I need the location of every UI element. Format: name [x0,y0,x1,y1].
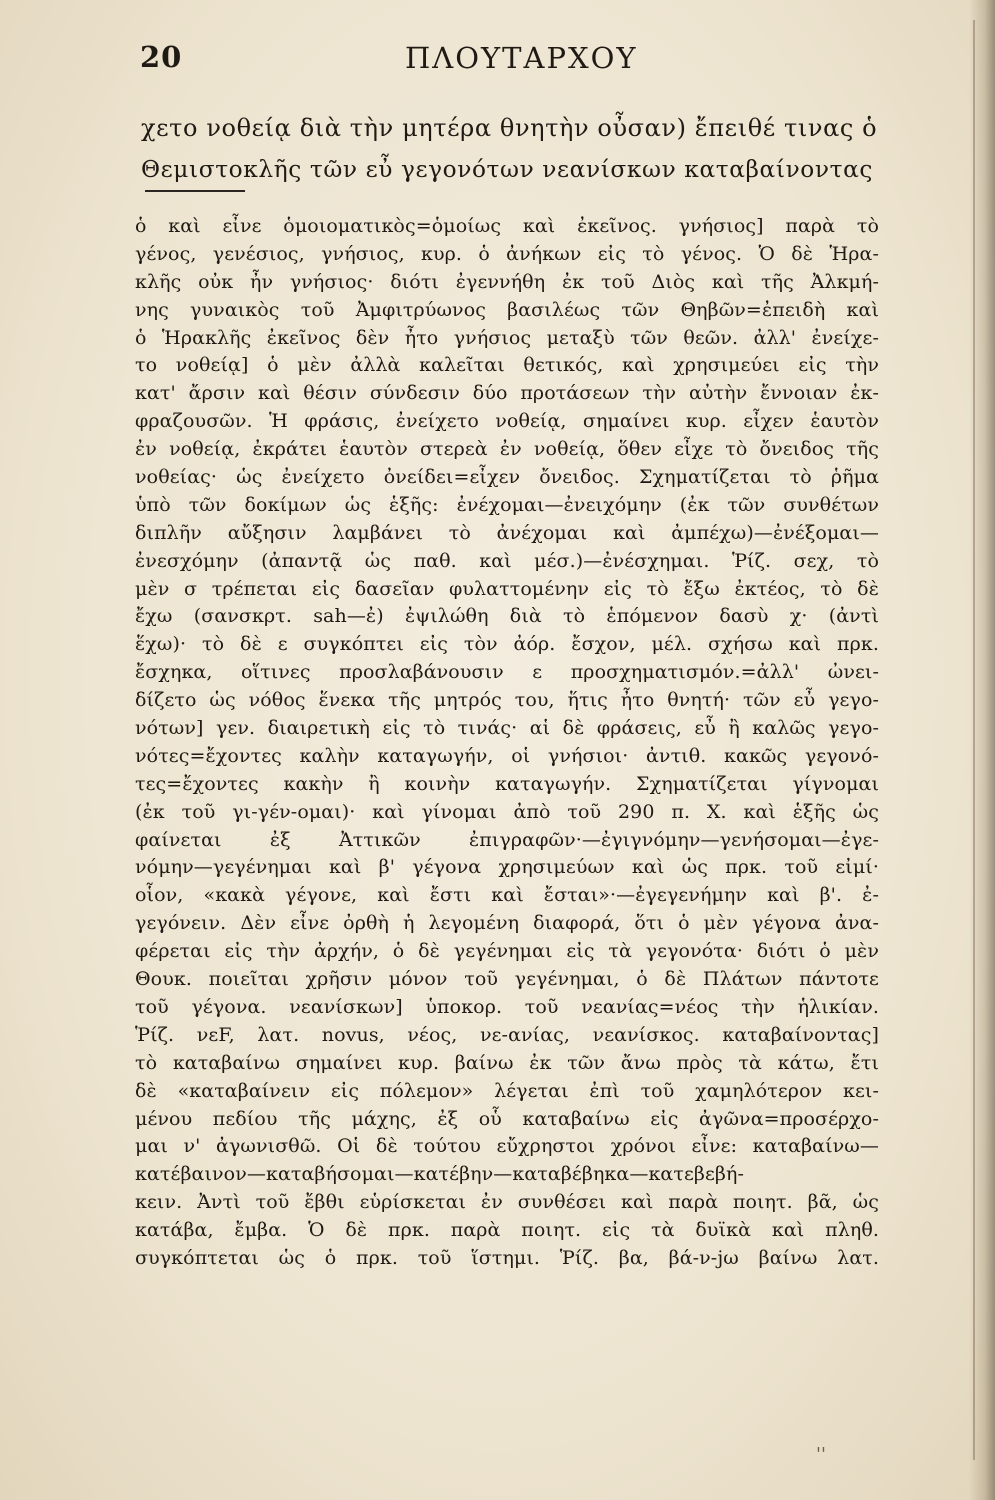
note-line: ἔσχηκα, οἵτινες προσλαβάνουσιν ε προσχηματισμόν.=ἀλλ' ὠνει- [135,661,879,684]
note-line: (ἐκ τοῦ γι-γέν-ομαι)· καὶ γίνομαι ἀπὸ τοῦ 290 π. Χ. καὶ ἑξῆς ὡς [135,800,879,823]
note-line: γένος, γενέσιος, γνήσιος, κυρ. ὁ ἀνήκων εἰς τὸ γένος. Ὁ δὲ Ἡρα- [135,242,879,265]
page-number: 20 [140,40,183,74]
note-line: το νοθείᾳ] ὁ μὲν ἀλλὰ καλεῖται θετικός, καὶ χρησιμεύει εἰς τὴν [135,354,879,377]
note-line: Θουκ. ποιεῖται χρῆσιν μόνον τοῦ γεγένημαι, ὁ δὲ Πλάτων πάντοτε [135,968,879,991]
note-line: ἐν νοθείᾳ, ἐκράτει ἑαυτὸν στερεὰ ἐν νοθείᾳ, ὅθεν εἶχε τὸ ὄνειδος τῆς [135,438,879,461]
note-line: τοῦ γέγονα. νεανίσκων] ὑποκορ. τοῦ νεανίας=νέος τὴν ἡλικίαν. [135,995,879,1018]
note-line: δίζετο ὡς νόθος ἕνεκα τῆς μητρός του, ἥτις ἦτο θνητή· τῶν εὖ γεγο- [135,689,879,712]
note-line: κατάβα, ἔμβα. Ὁ δὲ πρκ. παρὰ ποιητ. εἰς τὰ δυϊκὰ καὶ πληθ. [135,1219,879,1242]
note-line: ἔχω (σανσκρτ. sah—ἐ) ἐψιλώθη διὰ τὸ ἑπόμενον δασὺ χ· (ἀντὶ [135,605,879,628]
running-head: ΠΛΟΥΤΑΡΧΟΥ [405,41,638,75]
commentary-notes [135,213,879,1273]
note-line: μαι ν' ἀγωνισθῶ. Οἱ δὲ τούτου εὔχρηστοι χρόνοι εἶνε: καταβαίνω— [135,1135,879,1158]
note-line: οἷον, «κακὰ γέγονε, καὶ ἔστι καὶ ἔσται»·—ἐγεγενήμην καὶ β'. ἐ- [135,884,879,907]
note-line: τὸ καταβαίνω σημαίνει κυρ. βαίνω ἐκ τῶν ἄνω πρὸς τὰ κάτω, ἔτι [135,1051,879,1074]
note-line: κατέβαινον—καταβήσομαι—κατέβην—καταβέβηκα—κατεβεβή- [135,1163,745,1186]
note-line: φραζουσῶν. Ἡ φράσις, ἐνείχετο νοθείᾳ, σημαίνει κυρ. εἶχεν ἑαυτὸν [135,410,879,433]
note-line: νόμην—γεγένημαι καὶ β' γέγονα χρησιμεύων καὶ ὡς πρκ. τοῦ εἰμί· [135,856,879,879]
note-line: ὁ Ἡρακλῆς ἐκεῖνος δὲν ἦτο γνήσιος μεταξὺ τῶν θεῶν. ἀλλ' ἐνείχε- [135,326,879,349]
note-line: κλῆς οὐκ ἦν γνήσιος· διότι ἐγεννήθη ἐκ τοῦ Διὸς καὶ τῆς Ἀλκμή- [135,270,879,293]
note-line: τες=ἔχοντες κακὴν ἢ κοινὴν καταγωγήν. Σχηματίζεται γίγνομαι [135,772,879,795]
note-line: νης γυναικὸς τοῦ Ἀμφιτρύωνος βασιλέως τῶν Θηβῶν=ἐπειδὴ καὶ [135,298,879,321]
page-header [140,40,880,80]
note-line: νότες=ἔχοντες καλὴν καταγωγήν, οἱ γνήσιοι· ἀντιθ. κακῶς γεγονό- [135,744,879,767]
note-line: φαίνεται ἐξ Ἀττικῶν ἐπιγραφῶν·—ἐγιγνόμην—γενήσομαι—ἐγε- [135,828,879,851]
main-text [141,107,877,191]
note-line: ὁ καὶ εἶνε ὁμοιοματικὸς=ὁμοίως καὶ ἐκεῖνος. γνήσιος] παρὰ τὸ [135,215,879,237]
note-line: ὑπὸ τῶν δοκίμων ὡς ἑξῆς: ἐνέχομαι—ἐνειχόμην (ἐκ τῶν συνθέτων [135,493,879,516]
note-line: γεγόνειν. Δὲν εἶνε ὀρθὴ ἡ λεγομένη διαφορά, ὅτι ὁ μὲν γέγονα ἀνα- [135,912,879,935]
note-line: νοθείας· ὡς ἐνείχετο ὀνείδει=εἶχεν ὄνειδος. Σχηματίζεται τὸ ῥῆμα [135,466,879,489]
note-line: ἕχω)· τὸ δὲ ε συγκόπτει εἰς τὸν ἀόρ. ἔσχον, μέλ. σχήσω καὶ πρκ. [135,633,879,656]
note-line: διπλῆν αὔξησιν λαμβάνει τὸ ἀνέχομαι καὶ ἀμπέχω)—ἐνέξομαι— [135,521,879,544]
note-line: μένου πεδίου τῆς μάχης, ἐξ οὗ καταβαίνω εἰς ἀγῶνα=προσέρχο- [135,1107,879,1130]
bottom-mark: '' [816,1444,826,1465]
note-line: μὲν σ τρέπεται εἰς δασεῖαν φυλαττομένην εἰς τὸ ἔξω ἐκτέος, τὸ δὲ [135,577,879,600]
main-text-line: Θεμιστοκλῆς τῶν εὖ γεγονότων νεανίσκων καταβαίνοντας [141,156,874,183]
note-line: νότων] γεν. διαιρετικὴ εἰς τὸ τινάς· αἱ δὲ φράσεις, εὖ ἢ καλῶς γεγο- [135,717,879,740]
note-line: φέρεται εἰς τὴν ἀρχήν, ὁ δὲ γεγένημαι εἰς τὰ γεγονότα· διότι ὁ μὲν [135,940,879,963]
footnote-rule [145,190,245,192]
note-line: ἐνεσχόμην (ἀπαντᾷ ὡς παθ. καὶ μέσ.)—ἐνέσχημαι. Ῥίζ. σεχ, τὸ [135,549,879,572]
note-line: κατ' ἄρσιν καὶ θέσιν σύνδεσιν δύο προτάσεων τὴν αὐτὴν ἔννοιαν ἐκ- [135,382,879,405]
note-line: συγκόπτεται ὡς ὁ πρκ. τοῦ ἵστημι. Ῥίζ. βα, βά-ν-jω βαίνω λατ. [135,1246,879,1269]
note-line: Ῥίζ. νεF, λατ. novus, νέος, νε-ανίας, νεανίσκος. καταβαίνοντας] [135,1023,879,1046]
note-line: κειν. Ἀντὶ τοῦ ἔβθι εὑρίσκεται ἐν συνθέσει καὶ παρὰ ποιητ. βᾶ, ὡς [135,1191,879,1214]
note-line: δὲ «καταβαίνειν εἰς πόλεμον» λέγεται ἐπὶ τοῦ χαμηλότερον κει- [135,1079,879,1102]
main-text-line: χετο νοθείᾳ διὰ τὴν μητέρα θνητὴν οὖσαν) ἔπειθέ τινας ὁ [141,114,878,142]
binding-edge [973,20,975,1460]
